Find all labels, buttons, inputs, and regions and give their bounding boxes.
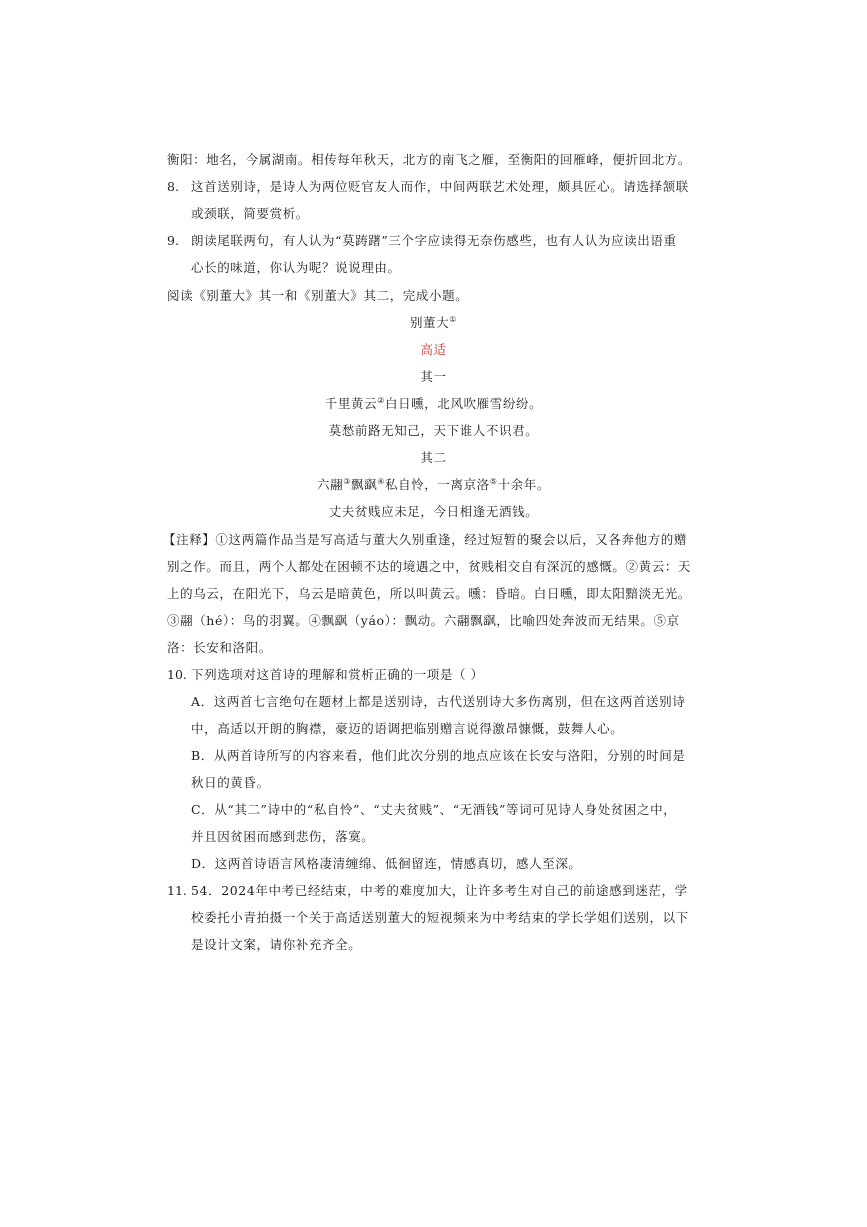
option-b: B．从两首诗所写的内容来看，他们此次分别的地点应该在长安与洛阳，分别的时间是 [191,748,686,763]
footnote-marker: ④ [377,476,385,486]
footnote-marker: ③ [343,476,351,486]
question-number-10: 10. [167,667,187,682]
option-a-cont: 中，高适以开朗的胸襟，豪迈的语调把临别赠言说得激昂慷慨，鼓舞人心。 [191,721,624,736]
verse-text: 飘飖 [351,477,378,492]
poem-title [0,315,867,331]
footnote-marker: ① [449,314,458,324]
poem-part1-line2: 莫愁前路无知己，天下谁人不识君。 [328,423,539,438]
option-c: C．从“其二”诗中的“私自怜”、“丈夫贫贱”、“无酒钱”等词可见诗人身处贫困之中， [191,802,677,817]
poem-part2-heading: 其二 [420,450,447,465]
poem-part1-line1 [0,396,867,412]
option-a: A．这两首七言绝句在题材上都是送别诗，古代送别诗大多伤离别，但在这两首送别诗 [191,694,686,709]
footnote-marker: ⑤ [489,476,498,486]
question-9-text-cont: 心长的味道，你认为呢？说说理由。 [191,260,401,275]
verse-text: 白日曛，北风吹雁雪纷纷。 [384,396,543,411]
question-number-9: 9. [167,233,179,248]
option-b-cont: 秋日的黄昏。 [191,775,270,790]
question-8-text-cont: 或颈联，简要赏析。 [191,206,309,221]
option-c-cont: 并且因贫困而感到悲伤，落寞。 [191,829,375,844]
annotation-line: ③翮（hé）：鸟的羽翼。④飘飖（yáo）：飘动。六翮飘飖，比喻四处奔波而无结果。⑤京 [167,613,680,628]
question-8-text: 这首送别诗，是诗人为两位贬官友人而作，中间两联艺术处理，颇具匠心。请选择颔联 [191,179,689,194]
question-number-11: 11. [167,883,187,898]
poem-part1-heading: 其一 [420,369,447,384]
verse-text: 六翮 [317,477,344,492]
reading-instruction: 阅读《别董大》其一和《别董大》其二，完成小题。 [167,288,469,303]
question-11-text: 54．2024年中考已经结束，中考的难度加大，让许多考生对自己的前途感到迷茫，学 [191,883,688,898]
annotation-line: 【注释】①这两篇作品当是写高适与董大久别重逢，经过短暂的聚会以后，又各奔他方的赠 [163,532,688,547]
footnote-marker: ② [377,395,385,405]
annotation-line: 洛：长安和洛阳。 [167,640,272,655]
verse-text: 十余年。 [497,477,550,492]
intro-note: 衡阳：地名，今属湖南。相传每年秋天，北方的南飞之雁，至衡阳的回雁峰，便折回北方。 [167,152,692,167]
question-number-8: 8. [167,179,179,194]
poem-part2-line1 [0,477,867,493]
poem-part2-line2: 丈夫贫贱应未足，今日相逢无酒钱。 [328,504,539,519]
annotation-line: 上的乌云，在阳光下，乌云是暗黄色，所以叫黄云。曛：昏暗。白日曛，即太阳黯淡无光。 [167,586,692,601]
question-11-text-cont: 校委托小青拍摄一个关于高适送别董大的短视频来为中考结束的学长学姐们送别，以下 [191,910,689,925]
question-9-text: 朗读尾联两句，有人认为“莫踌躇”三个字应读得无奈伤感些，也有人认为应读出语重 [191,233,677,248]
annotation-line: 别之作。而且，两个人都处在困顿不达的境遇之中，贫贱相交自有深沉的感慨。②黄云：天 [167,559,692,574]
verse-text: 私自怜，一离京洛 [384,477,490,492]
verse-text: 千里黄云 [324,396,378,411]
question-10-stem: 下列选项对这首诗的理解和赏析正确的一项是（ ） [191,667,484,682]
option-d: D．这两首诗语言风格凄清缠绵、低徊留连，情感真切，感人至深。 [191,856,582,871]
question-11-text-cont: 是设计文案，请你补充齐全。 [191,937,362,952]
poem-title-text: 别董大 [409,315,450,330]
poem-author: 高适 [420,342,447,357]
